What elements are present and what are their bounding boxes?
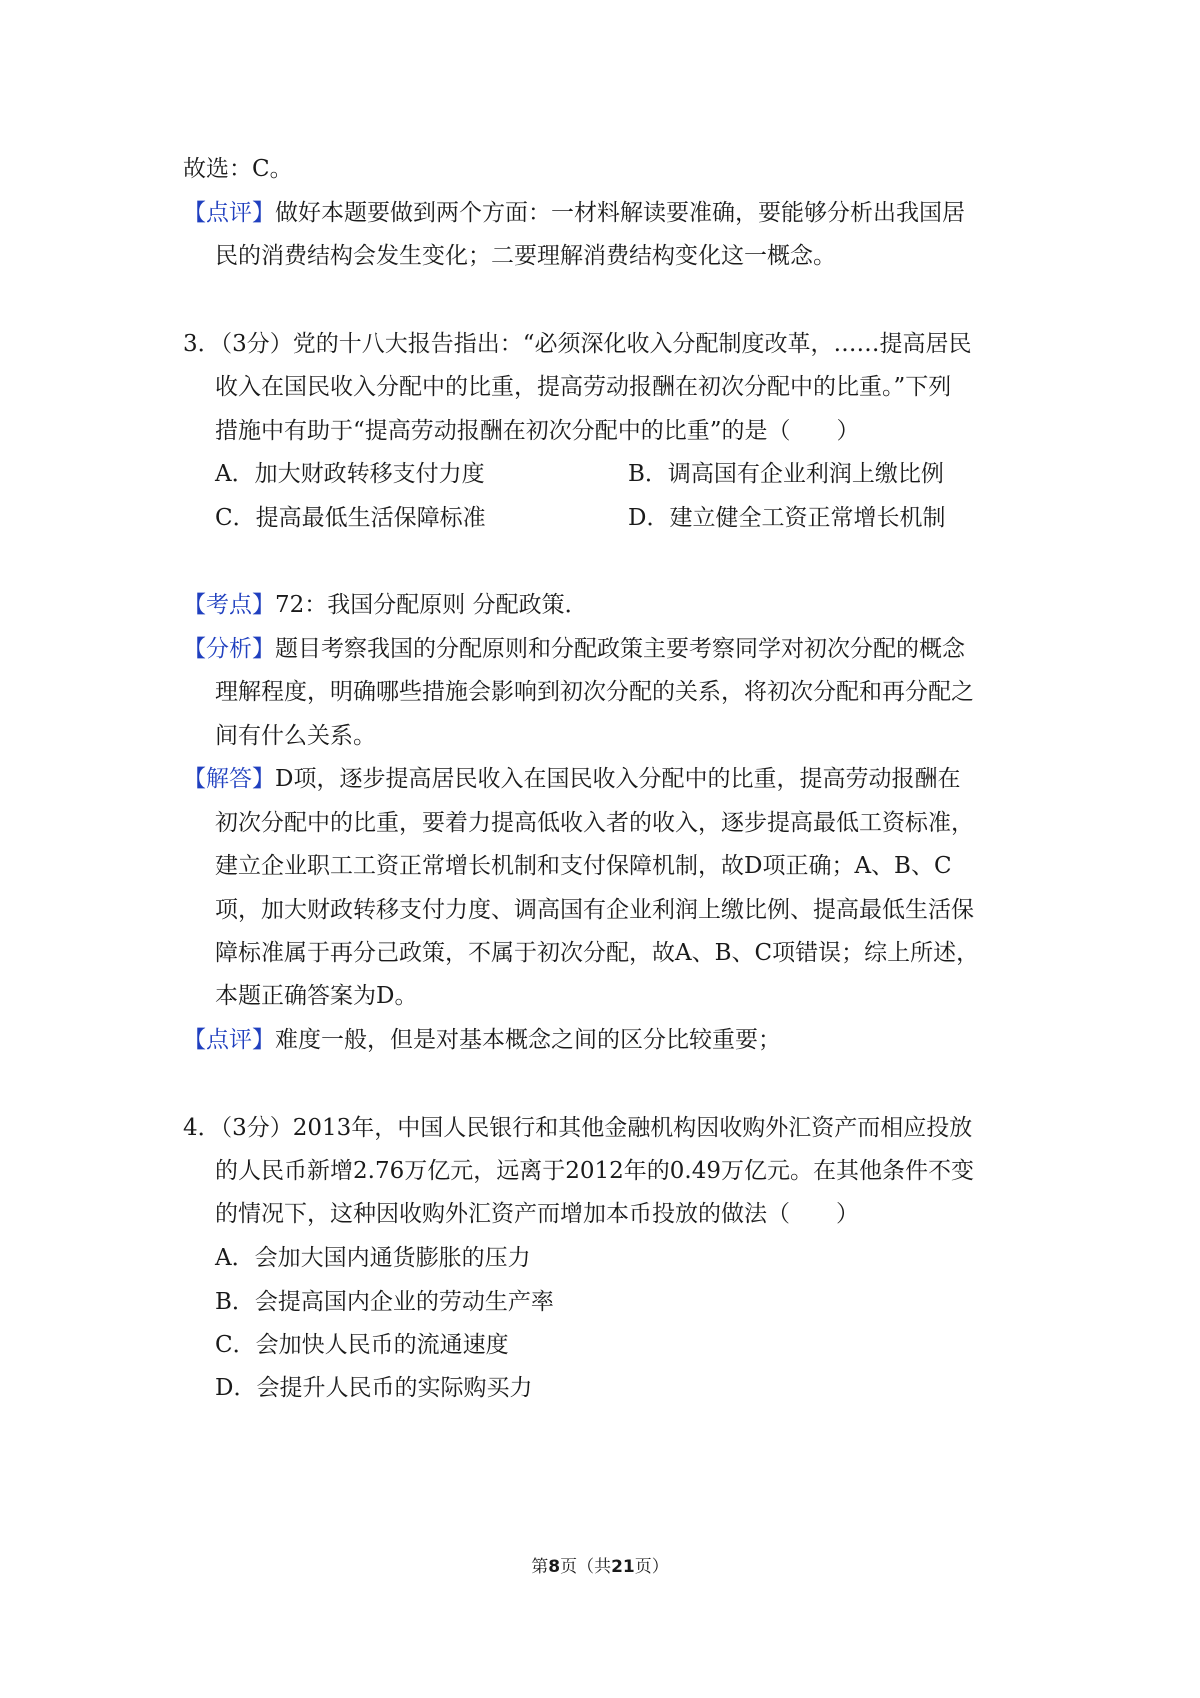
comment-text: 做好本题要做到两个方面：一材料解读要准确，要能够分析出我国居 [275,200,965,226]
q3-jieda-line-5: 障标准属于再分己政策，不属于初次分配，故A、B、C项错误；综上所述， [215,940,980,966]
q3-kaodian-line [183,581,1043,629]
fenxi-tag: 【分析】 [183,636,275,662]
q3-option-b: B．调高国有企业利润上缴比例 [628,461,944,487]
q3-option-c: C．提高最低生活保障标准 [215,505,486,531]
q3-stem-line-3: 措施中有助于“提高劳动报酬在初次分配中的比重”的是（ ） [215,418,860,444]
dianping-tag: 【点评】 [183,1027,275,1053]
jieda-tag: 【解答】 [183,766,275,792]
footer-suffix: 页） [634,1557,669,1577]
q4-option-b: B．会提高国内企业的劳动生产率 [215,1289,554,1315]
page-footer [0,1552,1200,1582]
q4-stem-line-2: 的人民币新增2.76万亿元，远离于2012年的0.49万亿元。在其他条件不变 [215,1158,974,1184]
kaodian-text: 72：我国分配原则 分配政策． [275,592,588,618]
footer-prefix: 第 [531,1557,549,1577]
comment-line-1 [183,189,1043,237]
conclusion-text: 故选：C。 [183,156,293,182]
q3-jieda-line-6: 本题正确答案为D。 [215,983,418,1009]
q4-option-d: D．会提升人民币的实际购买力 [215,1375,533,1401]
comment-line-2: 民的消费结构会发生变化；二要理解消费结构变化这一概念。 [215,243,836,269]
q4-option-a: A．会加大国内通货膨胀的压力 [215,1245,531,1271]
q3-option-d: D．建立健全工资正常增长机制 [628,505,946,531]
q3-jieda-line-4: 项，加大财政转移支付力度、调高国有企业利润上缴比例、提高最低生活保 [215,897,974,923]
q3-stem-line-1 [183,320,1043,368]
q3-stem-line-2: 收入在国民收入分配中的比重，提高劳动报酬在初次分配中的比重。”下列 [215,374,952,400]
q3-option-a: A．加大财政转移支付力度 [215,461,485,487]
footer-total-pages: 21 [611,1557,635,1577]
q3-fenxi-line-2: 理解程度，明确哪些措施会影响到初次分配的关系，将初次分配和再分配之 [215,679,974,705]
footer-page-number: 8 [548,1557,561,1577]
q3-stem-text: （3分）党的十八大报告指出：“必须深化收入分配制度改革，……提高居民 [220,331,972,357]
q3-dianping-line [183,1016,1043,1064]
q4-stem-line-3: 的情况下，这种因收购外汇资产而增加本币投放的做法（ ） [215,1201,859,1227]
q4-stem-text: （3分）2013年，中国人民银行和其他金融机构因收购外汇资产而相应投放 [220,1115,973,1141]
q3-jieda-line-3: 建立企业职工工资正常增长机制和支付保障机制，故D项正确；A、B、C [215,853,952,879]
q4-option-c: C．会加快人民币的流通速度 [215,1332,509,1358]
q3-jieda-line-2: 初次分配中的比重，要着力提高低收入者的收入，逐步提高最低工资标准， [215,810,974,836]
q4-number: 4． [183,1115,221,1141]
q4-stem-line-1 [183,1104,1043,1152]
q3-jieda-line-1 [183,755,1043,803]
footer-mid: 页（共 [560,1557,612,1577]
dianping-text: 难度一般，但是对基本概念之间的区分比较重要； [275,1027,781,1053]
jieda-text: D项，逐步提高居民收入在国民收入分配中的比重，提高劳动报酬在 [275,766,961,792]
q3-fenxi-line-3: 间有什么关系。 [215,723,376,749]
fenxi-text: 题目考察我国的分配原则和分配政策主要考察同学对初次分配的概念 [275,636,965,662]
q3-number: 3． [183,331,221,357]
q3-fenxi-line-1 [183,625,1043,673]
comment-tag: 【点评】 [183,200,275,226]
kaodian-tag: 【考点】 [183,592,275,618]
